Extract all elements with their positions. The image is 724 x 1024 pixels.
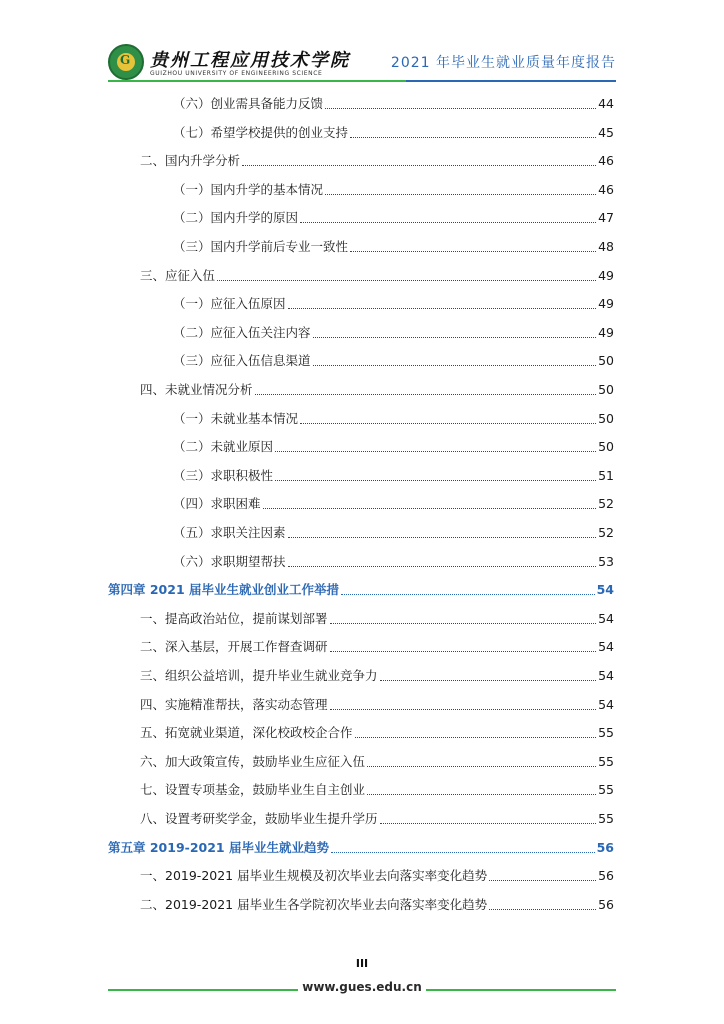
- page-number: III: [355, 957, 369, 970]
- toc-entry[interactable]: [140, 718, 614, 742]
- toc-entry-title: 第四章 2021 届毕业生就业创业工作举措: [108, 582, 339, 598]
- toc-entry[interactable]: [173, 346, 614, 370]
- toc-entry-title: （二）应征入伍关注内容: [173, 324, 311, 340]
- toc-entry-page: 54: [598, 696, 614, 712]
- toc-entry-title: （四）求职困难: [173, 496, 261, 512]
- toc-leader-dots: [255, 394, 597, 395]
- toc-leader-dots: [367, 794, 596, 795]
- toc-entry-page: 44: [598, 96, 614, 111]
- toc-entry-page: 49: [598, 296, 614, 312]
- toc-entry-title: 六、加大政策宣传，鼓励毕业生应征入伍: [140, 753, 366, 769]
- toc-entry-title: 二、国内升学分析: [140, 153, 241, 169]
- toc-leader-dots: [313, 365, 597, 366]
- toc-entry-title: 三、组织公益培训，提升毕业生就业竞争力: [140, 668, 378, 683]
- toc-entry[interactable]: [140, 861, 614, 885]
- toc-entry[interactable]: [140, 661, 614, 685]
- toc-entry[interactable]: [173, 432, 614, 456]
- toc-entry-page: 56: [598, 868, 614, 884]
- school-logo: [108, 44, 144, 80]
- toc-entry-page: 55: [598, 811, 614, 826]
- toc-leader-dots: [300, 423, 596, 424]
- toc-entry-page: 53: [598, 553, 614, 569]
- page-header: [0, 0, 724, 90]
- toc-leader-dots: [242, 165, 596, 166]
- toc-entry-title: （二）国内升学的原因: [173, 210, 299, 226]
- footer-divider-right: [426, 989, 616, 991]
- school-name-en: GUIZHOU UNIVERSITY OF ENGINEERING SCIENCE: [150, 70, 323, 77]
- toc-entry[interactable]: [140, 747, 614, 771]
- toc-entry[interactable]: [140, 604, 614, 628]
- toc-entry-title: 第五章 2019-2021 届毕业生就业趋势: [108, 839, 329, 855]
- toc-leader-dots: [275, 480, 596, 481]
- toc-entry-page: 48: [598, 239, 614, 254]
- toc-entry-page: 50: [598, 410, 614, 426]
- toc-entry-title: 七、设置专项基金，鼓励毕业生自主创业: [140, 782, 366, 798]
- toc-entry-page: 56: [598, 896, 614, 912]
- toc-entry[interactable]: [173, 289, 614, 313]
- toc-entry-title: （三）求职积极性: [173, 467, 274, 483]
- toc-entry-page: 50: [598, 382, 614, 397]
- toc-leader-dots: [217, 280, 596, 281]
- toc-entry-page: 50: [598, 353, 614, 369]
- toc-entry[interactable]: [173, 232, 614, 256]
- toc-entry[interactable]: [173, 489, 614, 513]
- toc-entry-title: 二、深入基层，开展工作督查调研: [140, 639, 328, 655]
- toc-entry-title: （一）应征入伍原因: [173, 296, 286, 312]
- toc-entry-page: 45: [598, 124, 614, 140]
- toc-entry-page: 52: [598, 525, 614, 540]
- toc-entry-title: 四、实施精准帮扶，落实动态管理: [140, 696, 328, 712]
- toc-entry-page: 54: [598, 610, 614, 626]
- toc-entry-title: （六）创业需具备能力反馈: [173, 96, 324, 111]
- toc-leader-dots: [330, 623, 597, 624]
- toc-leader-dots: [288, 308, 597, 309]
- toc-leader-dots: [288, 566, 597, 567]
- toc-entry[interactable]: [140, 632, 614, 656]
- toc-entry-page: 54: [598, 639, 614, 655]
- toc-leader-dots: [313, 337, 597, 338]
- toc-entry[interactable]: [173, 547, 614, 571]
- header-divider-accent: [406, 80, 616, 82]
- toc-entry[interactable]: [173, 203, 614, 227]
- toc-entry-page: 49: [598, 324, 614, 340]
- toc-entry-page: 56: [596, 839, 614, 855]
- toc-entry-title: （三）国内升学前后专业一致性: [173, 239, 349, 254]
- toc-entry-title: 四、未就业情况分析: [140, 382, 253, 397]
- toc-entry-page: 47: [598, 210, 614, 226]
- toc-entry[interactable]: [140, 690, 614, 714]
- toc-leader-dots: [275, 451, 596, 452]
- toc-entry-title: （六）求职期望帮扶: [173, 553, 286, 569]
- toc-entry[interactable]: [173, 89, 614, 113]
- toc-entry[interactable]: [140, 375, 614, 399]
- toc-entry-title: 三、应征入伍: [140, 267, 216, 283]
- toc-entry-page: 49: [598, 267, 614, 283]
- toc-entry-title: （五）求职关注因素: [173, 525, 286, 540]
- toc-leader-dots: [489, 909, 596, 910]
- toc-entry[interactable]: [108, 833, 614, 857]
- toc-entry-title: （一）国内升学的基本情况: [173, 181, 324, 197]
- toc-leader-dots: [330, 709, 597, 710]
- toc-leader-dots: [331, 852, 595, 853]
- toc-entry-page: 54: [596, 582, 614, 598]
- toc-entry[interactable]: [173, 118, 614, 142]
- toc-entry-title: 五、拓宽就业渠道，深化校政校企合作: [140, 725, 353, 741]
- toc-leader-dots: [330, 651, 597, 652]
- toc-entry-title: （七）希望学校提供的创业支持: [173, 124, 349, 140]
- toc-leader-dots: [288, 537, 597, 538]
- toc-entry[interactable]: [108, 575, 614, 599]
- toc-entry[interactable]: [173, 404, 614, 428]
- toc-entry[interactable]: [173, 461, 614, 485]
- toc-entry-page: 55: [598, 753, 614, 769]
- toc-leader-dots: [325, 108, 596, 109]
- toc-leader-dots: [350, 251, 596, 252]
- toc-entry-page: 55: [598, 725, 614, 741]
- toc-entry-title: （一）未就业基本情况: [173, 410, 299, 426]
- report-title: 2021 年毕业生就业质量年度报告: [390, 55, 616, 71]
- toc-entry[interactable]: [173, 518, 614, 542]
- toc-leader-dots: [489, 880, 596, 881]
- toc-entry-title: 一、提高政治站位，提前谋划部署: [140, 610, 328, 626]
- toc-leader-dots: [380, 823, 597, 824]
- toc-leader-dots: [355, 737, 597, 738]
- toc-leader-dots: [380, 680, 597, 681]
- toc-entry[interactable]: [140, 890, 614, 914]
- toc-leader-dots: [263, 508, 597, 509]
- toc-entry-page: 52: [598, 496, 614, 512]
- toc-leader-dots: [367, 766, 596, 767]
- toc-entry-page: 50: [598, 439, 614, 455]
- toc-leader-dots: [300, 222, 596, 223]
- toc-entry[interactable]: [173, 318, 614, 342]
- toc-entry[interactable]: [140, 804, 614, 828]
- toc-leader-dots: [350, 137, 596, 138]
- toc-entry-title: 八、设置考研奖学金，鼓励毕业生提升学历: [140, 811, 378, 826]
- toc-entry-page: 55: [598, 782, 614, 798]
- footer-url: www.gues.edu.cn: [302, 980, 422, 994]
- toc-entry[interactable]: [140, 775, 614, 799]
- toc-entry[interactable]: [173, 175, 614, 199]
- toc-entry-title: （三）应征入伍信息渠道: [173, 353, 311, 369]
- logo-glyph: G: [120, 53, 131, 67]
- toc-entry-page: 54: [598, 668, 614, 683]
- toc-entry-title: 一、2019-2021 届毕业生规模及初次毕业去向落实率变化趋势: [140, 868, 488, 884]
- toc-entry-title: （二）未就业原因: [173, 439, 274, 455]
- toc-leader-dots: [325, 194, 596, 195]
- toc-entry[interactable]: [140, 261, 614, 285]
- toc-entry-page: 46: [598, 153, 614, 169]
- toc-entry-title: 二、2019-2021 届毕业生各学院初次毕业去向落实率变化趋势: [140, 896, 488, 912]
- toc-entry[interactable]: [140, 146, 614, 170]
- toc-leader-dots: [341, 594, 595, 595]
- school-name-cn: 贵州工程应用技术学院: [150, 50, 350, 71]
- toc-entry-page: 51: [598, 467, 614, 483]
- toc-entry-page: 46: [598, 181, 614, 197]
